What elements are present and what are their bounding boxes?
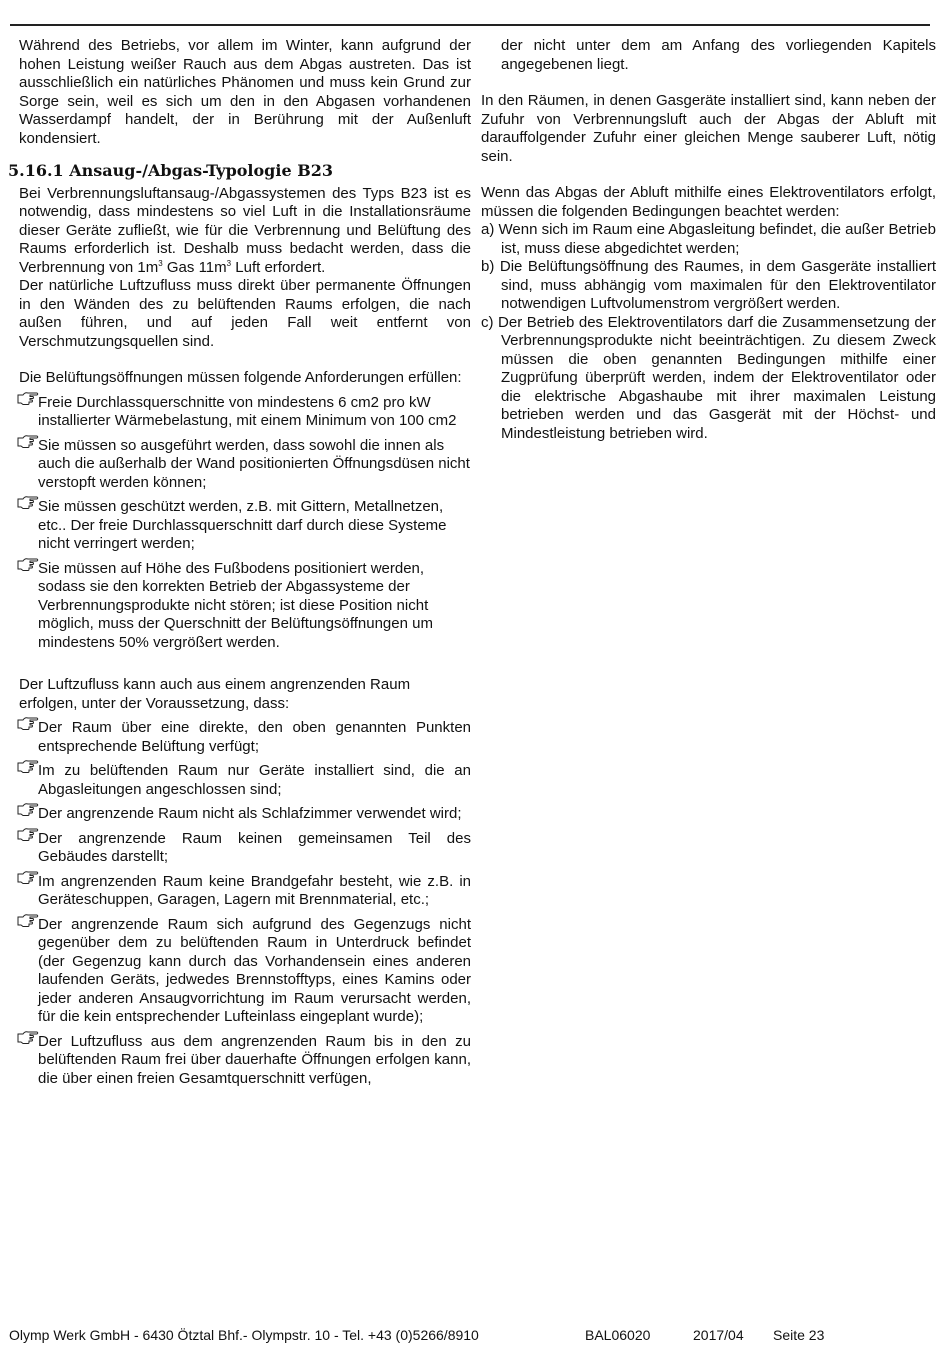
- list-item: [19, 719, 471, 756]
- footer-page-number: Seite 23: [773, 1327, 825, 1343]
- footer-company: Olymp Werk GmbH - 6430 Ötztal Bhf.- Olympstr. 10 - Tel. +43 (0)5266/8910: [9, 1327, 479, 1343]
- list-item-text: Freie Durchlassquerschnitte von mindestens 6 cm2 pro kW installierter Wärmebelastung, mit einem Minimum von 100 cm2: [38, 393, 457, 429]
- condition-item-c: c) Der Betrieb des Elektroventilators darf die Zusammensetzung der Verbrennungsprodukte nicht beeinträchtigen. Zu diesem Zweck müssen die oben genannten Bedingungen mithilfe einer Zugprüfung überprüft werden, indem der Elektroventilator oder die elektrische Abgashaube mit ihrer maximalen Leistung betrieben werden und das Gasgerät mit der Höchst- und Mindestleistung betrieben wird.: [481, 313, 936, 442]
- pointing-hand-icon: [17, 759, 39, 773]
- right-column: [481, 37, 936, 443]
- pointing-hand-icon: [17, 802, 39, 816]
- b23-text-a: Bei Verbrennungsluftansaug-/Abgassystemen des Typs B23 ist es notwendig, dass mindestens so viel Luft in die Installationsräume dieser Geräte zufließt, wie für die Verbrennung und Belüftung des Raums erforderlich ist. Deshalb muss bedacht werden, dass die Verbrennung von 1m: [19, 184, 471, 276]
- list-item: [19, 805, 471, 824]
- b23-text-c: Luft erfordert.: [231, 258, 326, 276]
- section-heading: 5.16.1 Ansaug-/Abgas-Typologie B23: [8, 161, 333, 180]
- natural-airflow-paragraph: Der natürliche Luftzufluss muss direkt über permanente Öffnungen in den Wänden des zu belüftenden Raums erfolgen, die nach außen führen, und auf jeden Fall weit entfernt von Verschmutzungsquellen sind.: [19, 277, 471, 350]
- exhaust-paragraph: In den Räumen, in denen Gasgeräte installiert sind, kann neben der Zufuhr von Verbrennungsluft auch der Abgas der Abluft mit darauffolgender Zufuhr einer gleichen Menge sauberer Luft, nötig sein.: [481, 92, 936, 165]
- list-item-text: Sie müssen auf Höhe des Fußbodens positioniert werden, sodass sie den korrekten Betrieb der Abgassysteme der Verbrennungsprodukte nicht stören; ist diese Position nicht möglich, muss der Querschnitt der Belüftungsöffnungen um mindestens 50% vergrößert werden.: [38, 559, 433, 651]
- list-item-text: Der angrenzende Raum keinen gemeinsamen Teil des Gebäudes darstellt;: [38, 829, 471, 865]
- list-item: [19, 394, 471, 431]
- list-item: [19, 916, 471, 1027]
- list-item-text: Sie müssen geschützt werden, z.B. mit Gittern, Metallnetzen, etc.. Der freie Durchlassquerschnitt darf durch diese Systeme nicht verringert werden;: [38, 498, 447, 552]
- list-item: [19, 762, 471, 799]
- condition-item-b: b) Die Belüftungsöffnung des Raumes, in dem Gasgeräte installiert sind, muss abhängig vom maximalen für den Elektroventilator notwendigen Luftvolumenstrom vergrößert werden.: [481, 258, 936, 312]
- pointing-hand-icon: [17, 827, 39, 841]
- superscript-3: 3: [158, 258, 163, 268]
- list-item-text: Der angrenzende Raum nicht als Schlafzimmer verwendet wird;: [38, 805, 462, 822]
- list-item: [19, 830, 471, 867]
- list-item: [19, 437, 471, 493]
- footer-doc-number: BAL06020: [585, 1327, 651, 1343]
- pointing-hand-icon: [17, 1030, 39, 1044]
- left-column: [8, 37, 471, 1094]
- pointing-hand-icon: [17, 434, 39, 448]
- page-footer: [9, 1327, 939, 1347]
- adjacent-room-list: [19, 719, 471, 1088]
- list-item-text: Der angrenzende Raum sich aufgrund des Gegenzugs nicht gegenüber dem zu belüftenden Raum in Unterdruck befindet (der Gegenzug kann durch das Vorhandensein eines anderen laufenden Geräts, jedwedes Brennstofftyps, eines Kamins oder jeder anderen Ansaugvorrichtung im Raum verursacht werden, für die kein entsprechender Lufteinlass eingeplant wurde);: [38, 915, 471, 1025]
- list-item-text: Im zu belüftenden Raum nur Geräte installiert sind, die an Abgasleitungen angeschlossen sind;: [38, 762, 471, 798]
- pointing-hand-icon: [17, 716, 39, 730]
- footer-date: 2017/04: [693, 1327, 744, 1343]
- continuation-text: der nicht unter dem am Anfang des vorliegenden Kapitels angegebenen liegt.: [501, 37, 936, 73]
- b23-text-b: Gas 11m: [162, 258, 227, 276]
- requirements-list: [19, 394, 471, 653]
- fan-conditions-intro: Wenn das Abgas der Abluft mithilfe eines Elektroventilators erfolgt, müssen die folgenden Bedingungen beachtet werden:: [481, 184, 936, 220]
- list-item: [19, 873, 471, 910]
- list-item-text: Im angrenzenden Raum keine Brandgefahr besteht, wie z.B. in Geräteschuppen, Garagen, Lagern mit Brennmaterial, etc.;: [38, 872, 471, 908]
- list-item-text: Der Raum über eine direkte, den oben genannten Punkten entsprechende Belüftung verfügt;: [38, 719, 471, 755]
- pointing-hand-icon: [17, 495, 39, 509]
- list-item-text: Sie müssen so ausgeführt werden, dass sowohl die innen als auch die außerhalb der Wand positionierten Öffnungsdüsen nicht verstopft werden können;: [38, 436, 470, 491]
- list-item: [19, 1033, 471, 1089]
- list-item-text: Der Luftzufluss aus dem angrenzenden Raum bis in den zu belüftenden Raum frei über dauerhafte Öffnungen erfolgen kann, die über einen freien Gesamtquerschnitt verfügen,: [38, 1032, 471, 1087]
- adjacent-room-intro: Der Luftzufluss kann auch aus einem angrenzenden Raum erfolgen, unter der Voraussetzung, dass:: [19, 676, 411, 712]
- pointing-hand-icon: [17, 913, 39, 927]
- superscript-3: 3: [226, 258, 232, 268]
- top-rule: [10, 24, 930, 26]
- condition-item-a: a) Wenn sich im Raum eine Abgasleitung befindet, die außer Betrieb ist, muss diese abgedichtet werden;: [481, 221, 936, 257]
- list-item: [19, 560, 471, 653]
- list-item: [19, 498, 471, 554]
- b23-paragraph: [19, 185, 471, 278]
- intro-paragraph: Während des Betriebs, vor allem im Winter, kann aufgrund der hohen Leistung weißer Rauch aus dem Abgas austreten. Das ist ausschließlich ein natürliches Phänomen und muss kein Grund zur Sorge sein, weil es sich um den in den Abgasen vorhandenen Wasserdampf handelt, der in Berührung mit der Außenluft kondensiert.: [19, 37, 471, 147]
- pointing-hand-icon: [17, 557, 39, 571]
- requirements-intro: Die Belüftungsöffnungen müssen folgende Anforderungen erfüllen:: [19, 369, 462, 386]
- pointing-hand-icon: [17, 870, 39, 884]
- pointing-hand-icon: [17, 391, 39, 405]
